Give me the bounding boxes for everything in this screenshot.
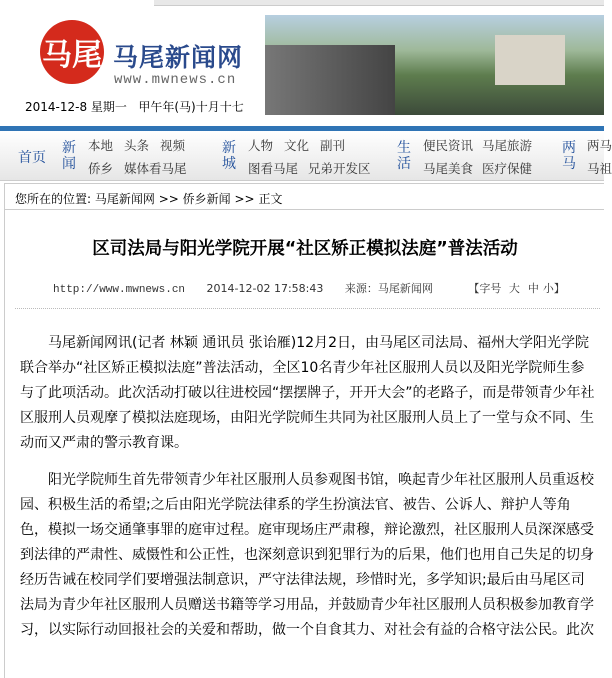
article-meta: [53, 280, 583, 296]
article-datetime: 2014-12-02 17:58:43: [206, 282, 324, 295]
font-size-medium[interactable]: 中: [527, 282, 539, 295]
nav-link-mazu[interactable]: 马祖: [587, 161, 612, 176]
nav-link-photos[interactable]: 图看马尾: [248, 161, 299, 176]
nav-link-video[interactable]: 视频: [160, 138, 186, 153]
nav-group-news[interactable]: 新闻: [62, 140, 76, 172]
logo-seal[interactable]: 马尾: [40, 20, 104, 84]
nav-link-brother-zones[interactable]: 兄弟开发区: [308, 161, 371, 176]
top-strip: [154, 0, 604, 6]
divider: [15, 308, 600, 309]
header-photo: [265, 15, 604, 115]
article: [4, 210, 604, 678]
article-source: 来源：马尾新闻网: [344, 282, 433, 295]
nav-link-info[interactable]: 便民资讯: [423, 138, 474, 153]
nav-link-culture[interactable]: 文化: [284, 138, 310, 153]
breadcrumb-prefix: 您所在的位置:: [15, 192, 92, 206]
nav-link-supplement[interactable]: 副刊: [320, 138, 346, 153]
font-size-controls: [468, 282, 565, 295]
breadcrumb-sep: >>: [158, 192, 179, 206]
nav-link-headline[interactable]: 头条: [124, 138, 150, 153]
date-display: [25, 98, 244, 115]
site-url: www.mwnews.cn: [114, 72, 237, 88]
lunar-date: 甲午年(马)十月十七: [138, 100, 244, 114]
paragraph: 马尾新闻网讯(记者 林颖 通讯员 张诒雁)12月2日，由马尾区司法局、福州大学阳光学院联合举办“社区矫正模拟法庭”普法活动，全区10名青少年社区服刑人员以及阳光学院师生参与了此项活动。此次活动打破以往进校园“摆摆牌子，开开大会”的老路子，而是带领青少年社区服刑人员观摩了模拟法庭现场，由阳光学院师生共同为社区服刑人员上了一堂与众不同、生动而又严肃的警示教育课。: [20, 335, 595, 451]
nav-link-food[interactable]: 马尾美食: [423, 161, 474, 176]
nav-group-life[interactable]: 生活: [397, 140, 411, 172]
nav-link-qiaoxiang[interactable]: 侨乡: [88, 161, 114, 176]
breadcrumb-current: 正文: [258, 192, 283, 206]
article-title: 区司法局与阳光学院开展“社区矫正模拟法庭”普法活动: [92, 239, 518, 259]
nav-link-local[interactable]: 本地: [88, 138, 114, 153]
article-url[interactable]: http://www.mwnews.cn: [53, 284, 186, 296]
breadcrumb: [4, 183, 604, 210]
breadcrumb-home[interactable]: 马尾新闻网: [94, 192, 155, 206]
breadcrumb-section[interactable]: 侨乡新闻: [182, 192, 231, 206]
site-name[interactable]: 马尾新闻网: [113, 43, 244, 72]
font-size-small[interactable]: 小】: [542, 282, 565, 295]
nav-link-liangma[interactable]: 两马: [587, 138, 612, 153]
nav-link-people[interactable]: 人物: [248, 138, 274, 153]
nav-group-newcity[interactable]: 新城: [222, 140, 236, 172]
main-nav: [0, 131, 612, 181]
paragraph: 阳光学院师生首先带领青少年社区服刑人员参观图书馆，唤起青少年社区服刑人员重返校园、积极生活的希望;之后由阳光学院法律系的学生扮演法官、被告、公诉人、辩护人等角色，模拟一场交通肇事罪的庭审过程。庭审现场庄严肃穆，辩论激烈，社区服刑人员深深感受到法律的严肃性、威慑性和公正性，也深刻意识到犯罪行为的后果，他们也用自己失足的切身经历告诫在校同学们要增强法制意识，严守法律法规，珍惜时光，多学知识;最后由马尾区司法局为青少年社区服刑人员赠送书籍等学习用品，并鼓励青少年社区服刑人员积极参加教育学习，以实际行动回报社会的关爱和帮助，做一个自食其力、对社会有益的合格守法公民。此次: [20, 472, 594, 638]
nav-link-media[interactable]: 媒体看马尾: [124, 161, 187, 176]
breadcrumb-sep: >>: [234, 192, 255, 206]
font-size-label: 【字号: [468, 282, 502, 295]
date: 2014-12-8 星期一: [25, 100, 127, 114]
nav-link-travel[interactable]: 马尾旅游: [482, 138, 533, 153]
nav-link-health[interactable]: 医疗保健: [482, 161, 533, 176]
nav-group-twoma[interactable]: 两马: [562, 140, 576, 172]
font-size-large[interactable]: 大: [508, 282, 520, 295]
article-body: [20, 331, 598, 655]
nav-home[interactable]: 首页: [18, 150, 46, 166]
